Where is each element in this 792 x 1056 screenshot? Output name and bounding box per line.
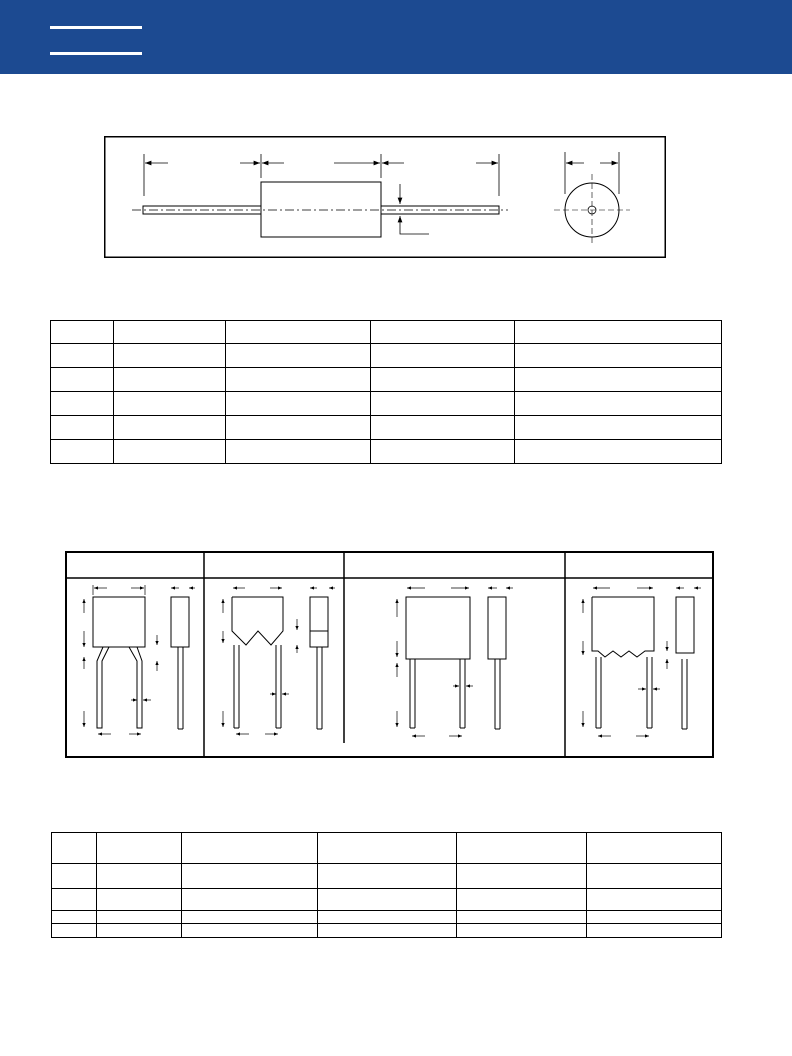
- table-cell: [515, 416, 722, 440]
- table-cell: [587, 889, 722, 911]
- table-cell: [52, 924, 97, 938]
- dim-arrow: [400, 216, 429, 234]
- table-cell: [587, 833, 722, 864]
- table-cell: [113, 416, 225, 440]
- table-cell: [51, 344, 114, 368]
- table-cell: [96, 911, 181, 924]
- table-cell: [52, 911, 97, 924]
- header-rule-top: [50, 26, 142, 29]
- table-cell: [113, 392, 225, 416]
- table-row: [52, 889, 722, 911]
- table-cell: [515, 344, 722, 368]
- table-cell: [457, 864, 587, 889]
- table-cell: [113, 440, 225, 464]
- table-cell: [225, 368, 370, 392]
- table-cell: [370, 440, 515, 464]
- table-row: [51, 416, 722, 440]
- table-cell: [96, 833, 181, 864]
- table-cell: [317, 924, 457, 938]
- table-cell: [51, 392, 114, 416]
- table-cell: [51, 440, 114, 464]
- table-cell: [587, 911, 722, 924]
- axial-drawing-svg: [104, 136, 666, 258]
- table-cell: [52, 864, 97, 889]
- table-cell: [515, 368, 722, 392]
- table-cell: [457, 833, 587, 864]
- table-cell: [370, 344, 515, 368]
- radial-style-d: [583, 588, 701, 736]
- page-header-band: [0, 0, 792, 74]
- table-row: [52, 833, 722, 864]
- radial-drawing-svg: [65, 551, 714, 759]
- table-cell: [181, 833, 317, 864]
- table-cell: [317, 911, 457, 924]
- dimension-table-2: [51, 832, 722, 938]
- table-cell: [113, 368, 225, 392]
- table-cell: [96, 924, 181, 938]
- radial-capacitor-panel: [65, 551, 714, 759]
- table-cell: [113, 344, 225, 368]
- table-cell: [96, 889, 181, 911]
- table-cell: [52, 889, 97, 911]
- table-cell: [370, 321, 515, 344]
- dimension-table-1: [50, 320, 722, 464]
- table-cell: [52, 833, 97, 864]
- table-row: [51, 321, 722, 344]
- table-row: [51, 392, 722, 416]
- table-cell: [225, 321, 370, 344]
- radial-style-a: [84, 585, 195, 734]
- table-cell: [370, 392, 515, 416]
- table-row: [52, 864, 722, 889]
- table-cell: [181, 864, 317, 889]
- table-cell: [113, 321, 225, 344]
- table-cell: [225, 392, 370, 416]
- table-cell: [370, 416, 515, 440]
- table-cell: [181, 924, 317, 938]
- table-cell: [587, 924, 722, 938]
- table-row: [51, 368, 722, 392]
- table-cell: [51, 416, 114, 440]
- table-row: [52, 924, 722, 938]
- table-cell: [96, 864, 181, 889]
- table-cell: [370, 368, 515, 392]
- table-cell: [457, 924, 587, 938]
- table-cell: [515, 440, 722, 464]
- table-cell: [515, 321, 722, 344]
- axial-capacitor-drawing: [104, 136, 666, 258]
- header-rule-bottom: [50, 52, 142, 55]
- table-cell: [225, 344, 370, 368]
- table-cell: [225, 416, 370, 440]
- table-cell: [317, 833, 457, 864]
- table-cell: [317, 864, 457, 889]
- table-cell: [317, 889, 457, 911]
- table-cell: [457, 889, 587, 911]
- capacitor-body: [261, 182, 381, 237]
- table-cell: [51, 321, 114, 344]
- table-cell: [225, 440, 370, 464]
- table-cell: [515, 392, 722, 416]
- table-row: [51, 344, 722, 368]
- radial-style-c: [397, 588, 513, 736]
- table-cell: [181, 889, 317, 911]
- table-row: [52, 911, 722, 924]
- table-cell: [181, 911, 317, 924]
- table-cell: [587, 864, 722, 889]
- radial-style-b: [223, 588, 335, 734]
- radial-frame: [66, 552, 713, 757]
- table-cell: [51, 368, 114, 392]
- axial-frame: [105, 137, 666, 258]
- table-cell: [457, 911, 587, 924]
- table-row: [51, 440, 722, 464]
